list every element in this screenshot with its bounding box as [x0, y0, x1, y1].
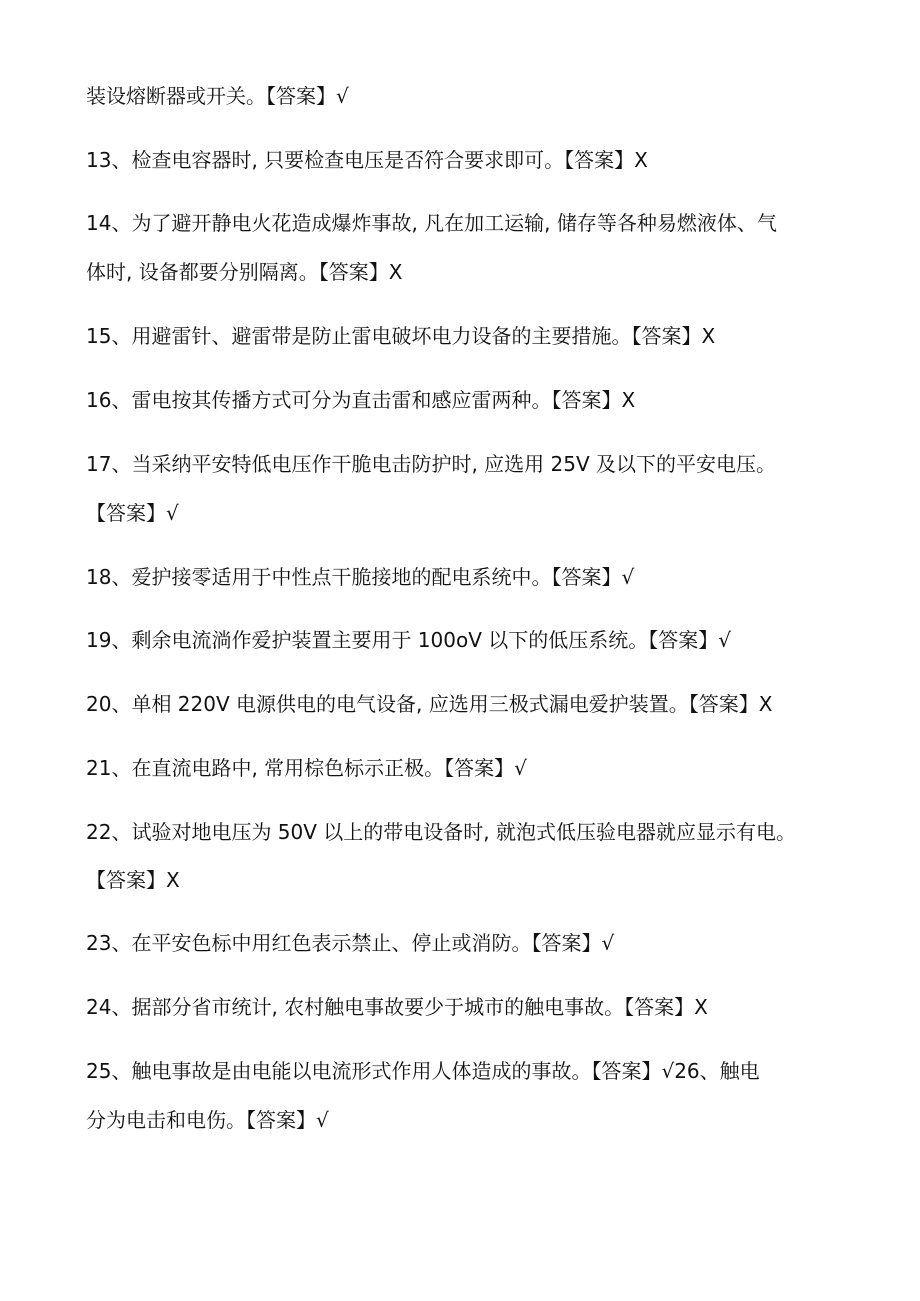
- question-17-line-1: 17、当采纳平安特低电压作干脆电击防护时, 应选用 25V 及以下的平安电压。: [86, 452, 777, 476]
- question-14-line-2: 体时, 设备都要分别隔离。【答案】X: [86, 260, 403, 284]
- question-23: 23、在平安色标中用红色表示禁止、停止或消防。【答案】√: [86, 931, 615, 955]
- question-13: 13、检查电容器时, 只要检查电压是否符合要求即可。【答案】X: [86, 148, 648, 172]
- question-22-line-2: 【答案】X: [86, 868, 180, 892]
- question-22-line-1: 22、试验对地电压为 50V 以上的带电设备时, 就泡式低压验电器就应显示有电。: [86, 820, 797, 844]
- question-16: 16、雷电按其传播方式可分为直击雷和感应雷两种。【答案】X: [86, 388, 636, 412]
- question-15: 15、用避雷针、避雷带是防止雷电破坏电力设备的主要措施。【答案】X: [86, 324, 716, 348]
- question-19: 19、剩余电流淌作爱护装置主要用于 100oV 以下的低压系统。【答案】√: [86, 628, 731, 652]
- question-20: 20、单相 220V 电源供电的电气设备, 应选用三极式漏电爱护装置。【答案】X: [86, 692, 773, 716]
- question-21: 21、在直流电路中, 常用棕色标示正极。【答案】√: [86, 756, 527, 780]
- question-18: 18、爱护接零适用于中性点干脆接地的配电系统中。【答案】√: [86, 565, 635, 589]
- question-24: 24、据部分省市统计, 农村触电事故要少于城市的触电事故。【答案】X: [86, 995, 708, 1019]
- text-line-1: 装设熔断器或开关。【答案】√: [86, 84, 349, 108]
- question-26-line-2: 分为电击和电伤。【答案】√: [86, 1108, 329, 1132]
- question-14-line-1: 14、为了避开静电火花造成爆炸事故, 凡在加工运输, 储存等各种易燃液体、气: [86, 211, 777, 235]
- question-25-line-1: 25、触电事故是由电能以电流形式作用人体造成的事故。【答案】√26、触电: [86, 1059, 760, 1083]
- question-17-line-2: 【答案】√: [86, 501, 179, 525]
